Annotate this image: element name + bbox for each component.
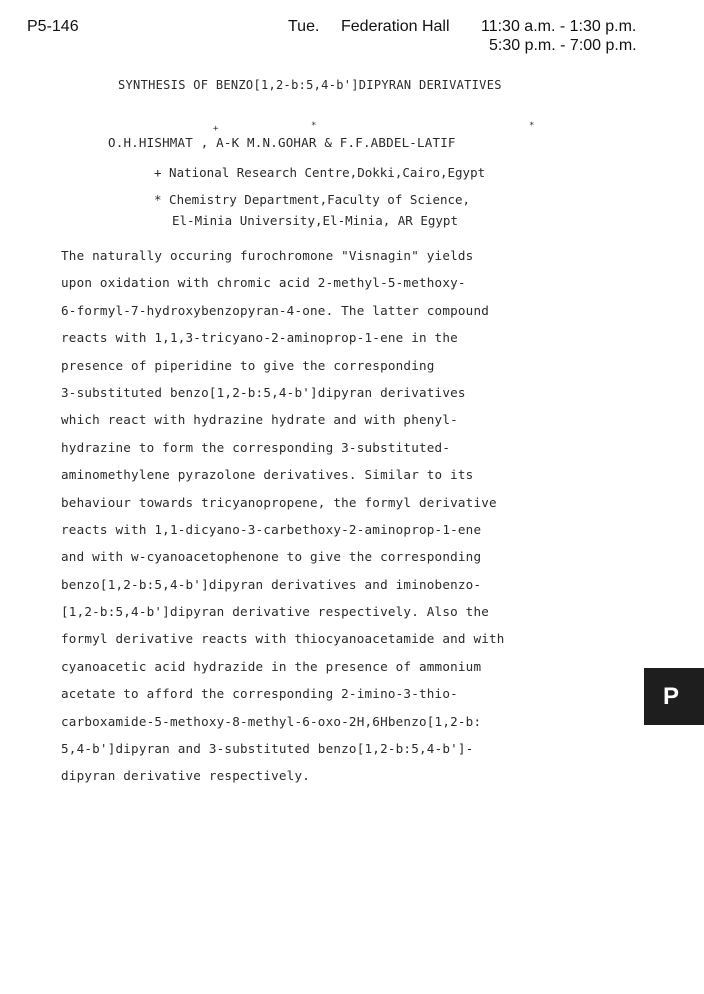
abstract-line: and with w-cyanoacetophenone to give the corresponding [61, 549, 482, 565]
header-session-code: P5-146 [27, 18, 79, 35]
session-time-1: 11:30 a.m. - 1:30 p.m. [481, 18, 637, 35]
abstract-body [61, 246, 621, 794]
abstract-line: carboxamide-5-methoxy-8-methyl-6-oxo-2H,6Hbenzo[1,2-b: [61, 713, 482, 729]
abstract-line: presence of piperidine to give the corresponding [61, 357, 435, 373]
affiliation-3: El-Minia University,El-Minia, AR Egypt [172, 213, 458, 228]
paper-title: SYNTHESIS OF BENZO[1,2-b:5,4-b']DIPYRAN DERIVATIVES [118, 78, 502, 92]
abstract-line: aminomethylene pyrazolone derivatives. Similar to its [61, 467, 474, 483]
author-mark-1: + [213, 124, 219, 134]
abstract-line: behaviour towards tricyanopropene, the formyl derivative [61, 494, 497, 510]
abstract-line: formyl derivative reacts with thiocyanoacetamide and with [61, 631, 505, 647]
abstract-line: The naturally occuring furochromone "Visnagin" yields [61, 248, 474, 263]
affiliation-1: + National Research Centre,Dokki,Cairo,Egypt [154, 165, 486, 180]
session-day: Tue. [288, 18, 320, 35]
author-mark-3: * [529, 121, 535, 131]
abstract-line: 5,4-b']dipyran and 3-substituted benzo[1,2-b:5,4-b']- [61, 741, 474, 757]
abstract-line: hydrazine to form the corresponding 3-substituted- [61, 439, 451, 455]
abstract-line: reacts with 1,1,3-tricyano-2-aminoprop-1-ene in the [61, 330, 458, 346]
abstract-line: 3-substituted benzo[1,2-b:5,4-b']dipyran derivatives [61, 384, 466, 400]
abstract-line: cyanoacetic acid hydrazide in the presence of ammonium [61, 658, 482, 674]
abstract-line: upon oxidation with chromic acid 2-methyl-5-methoxy- [61, 275, 466, 291]
session-venue: Federation Hall [341, 18, 450, 35]
abstract-line: which react with hydrazine hydrate and with phenyl- [61, 412, 458, 428]
session-time-2: 5:30 p.m. - 7:00 p.m. [489, 37, 637, 54]
abstract-line: acetate to afford the corresponding 2-imino-3-thio- [61, 686, 458, 702]
abstract-line: benzo[1,2-b:5,4-b']dipyran derivatives and iminobenzo- [61, 576, 482, 592]
paper-authors: O.H.HISHMAT , A-K M.N.GOHAR & F.F.ABDEL-LATIF [108, 135, 456, 150]
author-mark-2: * [311, 121, 317, 131]
abstract-line: [1,2-b:5,4-b']dipyran derivative respectively. Also the [61, 604, 490, 620]
section-tab-letter: P [662, 682, 679, 710]
affiliation-2: * Chemistry Department,Faculty of Science, [154, 192, 471, 207]
abstract-line: dipyran derivative respectively. [61, 768, 311, 784]
abstract-line: reacts with 1,1-dicyano-3-carbethoxy-2-aminoprop-1-ene [61, 521, 482, 537]
abstract-line: 6-formyl-7-hydroxybenzopyran-4-one. The latter compound [61, 302, 490, 318]
section-tab [644, 668, 704, 725]
